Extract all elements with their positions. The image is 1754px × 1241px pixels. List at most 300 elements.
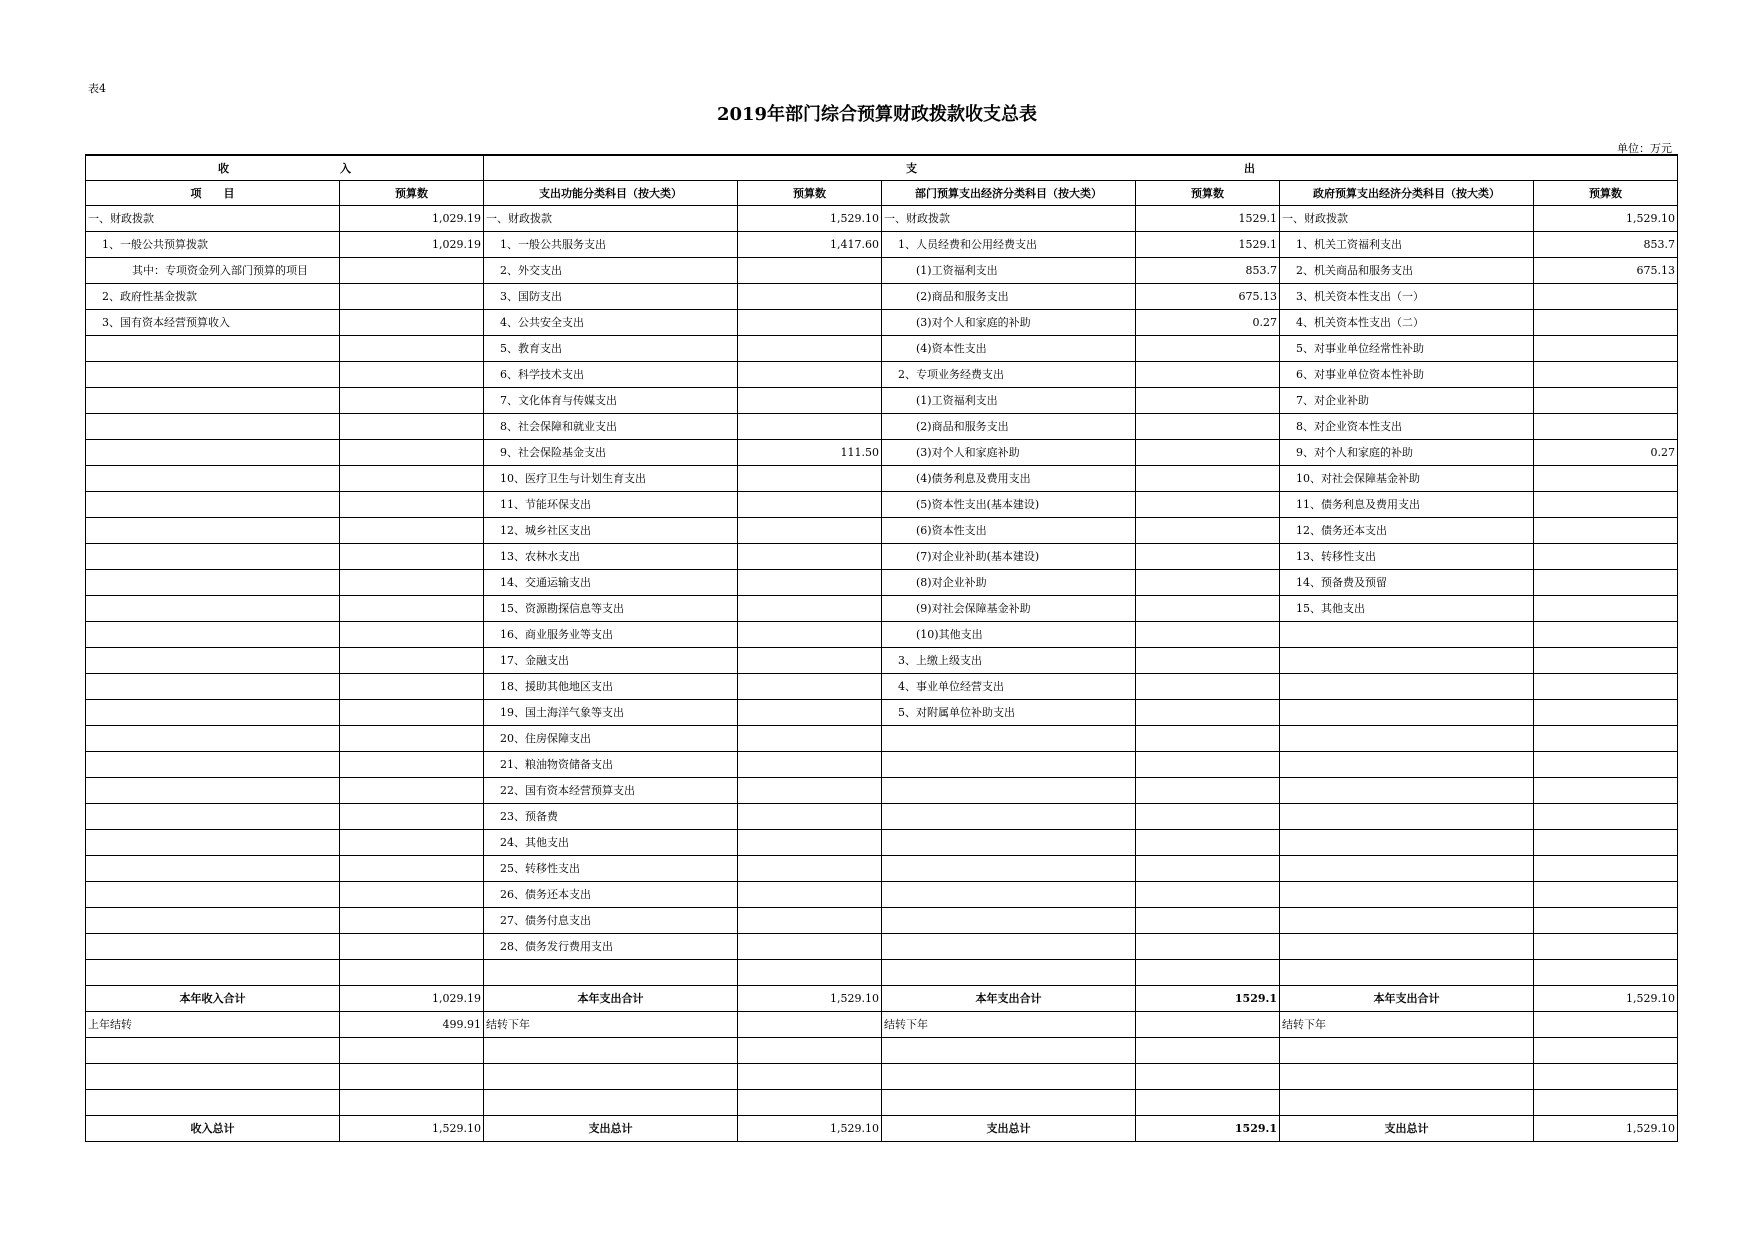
table-row (86, 1011, 1678, 1037)
gov-econ-item-cell (1280, 1089, 1534, 1115)
income-item-cell (86, 595, 340, 621)
dept-econ-item-cell: 2、专项业务经费支出 (882, 361, 1136, 387)
function-budget-cell: 111.50 (738, 439, 882, 465)
function-budget-cell (738, 699, 882, 725)
gov-econ-budget-cell (1534, 465, 1678, 491)
table-row (86, 361, 1678, 387)
income-budget-cell (340, 1063, 484, 1089)
gov-econ-budget-cell: 1,529.10 (1534, 1115, 1678, 1141)
gov-econ-item-cell (1280, 1063, 1534, 1089)
income-item-cell (86, 439, 340, 465)
function-item-cell: 7、文化体育与传媒支出 (484, 387, 738, 413)
table-row (86, 465, 1678, 491)
function-budget-cell (738, 413, 882, 439)
income-budget-cell (340, 933, 484, 959)
income-item-cell (86, 491, 340, 517)
expense-header-char-2: 出 (1244, 161, 1255, 175)
income-budget-cell (340, 751, 484, 777)
function-item-cell: 28、债务发行费用支出 (484, 933, 738, 959)
gov-econ-budget-cell (1534, 1011, 1678, 1037)
function-item-cell: 结转下年 (484, 1011, 738, 1037)
income-budget-cell (340, 725, 484, 751)
dept-econ-budget-cell (1136, 1089, 1280, 1115)
income-item-cell (86, 803, 340, 829)
dept-econ-item-cell (882, 725, 1136, 751)
dept-econ-budget-cell (1136, 751, 1280, 777)
income-item-cell (86, 569, 340, 595)
table-row (86, 387, 1678, 413)
dept-econ-budget-cell (1136, 803, 1280, 829)
dept-econ-budget-cell (1136, 699, 1280, 725)
table-row (86, 907, 1678, 933)
income-budget-cell: 1,529.10 (340, 1115, 484, 1141)
dept-econ-budget-cell (1136, 933, 1280, 959)
gov-econ-budget-cell: 675.13 (1534, 257, 1678, 283)
income-item-cell: 3、国有资本经营预算收入 (86, 309, 340, 335)
table-row (86, 335, 1678, 361)
function-item-cell: 一、财政拨款 (484, 205, 738, 231)
dept-econ-item-cell (882, 1089, 1136, 1115)
function-item-cell (484, 1063, 738, 1089)
gov-econ-item-cell: 结转下年 (1280, 1011, 1534, 1037)
function-budget-cell (738, 725, 882, 751)
group-header-row (86, 155, 1678, 180)
function-budget-cell (738, 907, 882, 933)
function-budget-cell (738, 959, 882, 985)
income-item-cell (86, 855, 340, 881)
dept-econ-budget-cell: 1529.1 (1136, 985, 1280, 1011)
function-budget-cell: 1,529.10 (738, 1115, 882, 1141)
dept-econ-item-cell: (3)对个人和家庭补助 (882, 439, 1136, 465)
income-budget-cell (340, 855, 484, 881)
table-row (86, 933, 1678, 959)
dept-econ-item-cell: 支出总计 (882, 1115, 1136, 1141)
col-header-dept-economic-category: 部门预算支出经济分类科目（按大类） (882, 180, 1136, 205)
gov-econ-item-cell: 12、债务还本支出 (1280, 517, 1534, 543)
dept-econ-budget-cell (1136, 907, 1280, 933)
dept-econ-budget-cell (1136, 413, 1280, 439)
col-header-budget: 预算数 (738, 180, 882, 205)
gov-econ-budget-cell (1534, 335, 1678, 361)
function-item-cell: 17、金融支出 (484, 647, 738, 673)
table-row (86, 829, 1678, 855)
income-item-cell: 2、政府性基金拨款 (86, 283, 340, 309)
function-budget-cell (738, 647, 882, 673)
gov-econ-item-cell: 1、机关工资福利支出 (1280, 231, 1534, 257)
function-budget-cell (738, 309, 882, 335)
income-item-cell (86, 829, 340, 855)
dept-econ-budget-cell (1136, 959, 1280, 985)
income-item-cell: 一、财政拨款 (86, 205, 340, 231)
function-budget-cell (738, 933, 882, 959)
table-body (86, 155, 1678, 1141)
income-item-cell (86, 933, 340, 959)
gov-econ-item-cell: 10、对社会保障基金补助 (1280, 465, 1534, 491)
dept-econ-item-cell: (2)商品和服务支出 (882, 283, 1136, 309)
dept-econ-budget-cell (1136, 673, 1280, 699)
income-budget-cell (340, 959, 484, 985)
dept-econ-item-cell: (1)工资福利支出 (882, 257, 1136, 283)
table-row (86, 725, 1678, 751)
income-item-cell: 上年结转 (86, 1011, 340, 1037)
gov-econ-budget-cell (1534, 517, 1678, 543)
function-item-cell: 25、转移性支出 (484, 855, 738, 881)
dept-econ-item-cell (882, 1037, 1136, 1063)
dept-econ-budget-cell: 1529.1 (1136, 1115, 1280, 1141)
income-budget-cell (340, 777, 484, 803)
function-item-cell: 支出总计 (484, 1115, 738, 1141)
income-budget-cell (340, 907, 484, 933)
gov-econ-budget-cell (1534, 283, 1678, 309)
gov-econ-item-cell: 支出总计 (1280, 1115, 1534, 1141)
dept-econ-budget-cell (1136, 595, 1280, 621)
income-item-cell (86, 361, 340, 387)
gov-econ-item-cell (1280, 699, 1534, 725)
dept-econ-budget-cell: 1529.1 (1136, 205, 1280, 231)
gov-econ-item-cell: 一、财政拨款 (1280, 205, 1534, 231)
income-item-cell (86, 387, 340, 413)
gov-econ-item-cell (1280, 621, 1534, 647)
gov-econ-item-cell (1280, 959, 1534, 985)
table-row (86, 205, 1678, 231)
function-budget-cell (738, 829, 882, 855)
dept-econ-item-cell: (2)商品和服务支出 (882, 413, 1136, 439)
dept-econ-budget-cell (1136, 725, 1280, 751)
column-header-row (86, 180, 1678, 205)
table-row (86, 1089, 1678, 1115)
function-item-cell: 26、债务还本支出 (484, 881, 738, 907)
gov-econ-budget-cell (1534, 1037, 1678, 1063)
table-row (86, 517, 1678, 543)
gov-econ-budget-cell (1534, 543, 1678, 569)
gov-econ-budget-cell (1534, 309, 1678, 335)
income-budget-cell: 1,029.19 (340, 231, 484, 257)
income-item-cell (86, 465, 340, 491)
dept-econ-budget-cell: 675.13 (1136, 283, 1280, 309)
table-row (86, 543, 1678, 569)
dept-econ-item-cell: (4)债务利息及费用支出 (882, 465, 1136, 491)
gov-econ-item-cell (1280, 1037, 1534, 1063)
income-budget-cell (340, 1037, 484, 1063)
table-row (86, 985, 1678, 1011)
income-budget-cell (340, 283, 484, 309)
income-item-cell (86, 1037, 340, 1063)
dept-econ-budget-cell (1136, 647, 1280, 673)
gov-econ-budget-cell (1534, 595, 1678, 621)
function-item-cell: 4、公共安全支出 (484, 309, 738, 335)
income-group-header (86, 155, 484, 180)
income-budget-cell (340, 829, 484, 855)
income-budget-cell (340, 569, 484, 595)
dept-econ-item-cell: (5)资本性支出(基本建设) (882, 491, 1136, 517)
dept-econ-budget-cell (1136, 439, 1280, 465)
gov-econ-item-cell: 5、对事业单位经常性补助 (1280, 335, 1534, 361)
income-budget-cell (340, 439, 484, 465)
income-budget-cell (340, 387, 484, 413)
col-header-budget: 预算数 (340, 180, 484, 205)
function-budget-cell (738, 881, 882, 907)
function-item-cell: 22、国有资本经营预算支出 (484, 777, 738, 803)
gov-econ-item-cell (1280, 803, 1534, 829)
income-budget-cell (340, 257, 484, 283)
dept-econ-item-cell: (6)资本性支出 (882, 517, 1136, 543)
gov-econ-item-cell: 8、对企业资本性支出 (1280, 413, 1534, 439)
dept-econ-item-cell (882, 959, 1136, 985)
dept-econ-budget-cell (1136, 881, 1280, 907)
income-item-cell (86, 673, 340, 699)
table-row (86, 1037, 1678, 1063)
function-item-cell: 5、教育支出 (484, 335, 738, 361)
dept-econ-budget-cell (1136, 1063, 1280, 1089)
gov-econ-item-cell (1280, 647, 1534, 673)
function-item-cell: 16、商业服务业等支出 (484, 621, 738, 647)
income-item-cell (86, 413, 340, 439)
gov-econ-item-cell (1280, 725, 1534, 751)
income-budget-cell (340, 543, 484, 569)
table-row (86, 257, 1678, 283)
table-row (86, 855, 1678, 881)
dept-econ-budget-cell (1136, 1011, 1280, 1037)
function-budget-cell (738, 1063, 882, 1089)
function-budget-cell (738, 491, 882, 517)
dept-econ-item-cell: 本年支出合计 (882, 985, 1136, 1011)
function-item-cell: 21、粮油物资储备支出 (484, 751, 738, 777)
gov-econ-budget-cell (1534, 699, 1678, 725)
dept-econ-budget-cell (1136, 335, 1280, 361)
function-budget-cell (738, 621, 882, 647)
table-row (86, 1063, 1678, 1089)
dept-econ-item-cell (882, 829, 1136, 855)
gov-econ-item-cell (1280, 855, 1534, 881)
income-item-cell: 1、一般公共预算拨款 (86, 231, 340, 257)
dept-econ-item-cell: (4)资本性支出 (882, 335, 1136, 361)
function-budget-cell: 1,529.10 (738, 985, 882, 1011)
function-budget-cell (738, 673, 882, 699)
gov-econ-budget-cell (1534, 387, 1678, 413)
function-item-cell: 8、社会保障和就业支出 (484, 413, 738, 439)
gov-econ-item-cell: 14、预备费及预留 (1280, 569, 1534, 595)
function-item-cell: 19、国土海洋气象等支出 (484, 699, 738, 725)
table-row (86, 647, 1678, 673)
dept-econ-item-cell (882, 1063, 1136, 1089)
dept-econ-item-cell: 一、财政拨款 (882, 205, 1136, 231)
dept-econ-item-cell: 3、上缴上级支出 (882, 647, 1136, 673)
dept-econ-item-cell: 结转下年 (882, 1011, 1136, 1037)
function-budget-cell (738, 1037, 882, 1063)
gov-econ-item-cell (1280, 751, 1534, 777)
income-item-cell (86, 959, 340, 985)
function-item-cell: 6、科学技术支出 (484, 361, 738, 387)
table-row (86, 1115, 1678, 1141)
gov-econ-item-cell: 15、其他支出 (1280, 595, 1534, 621)
function-item-cell (484, 1089, 738, 1115)
dept-econ-budget-cell (1136, 491, 1280, 517)
function-budget-cell (738, 543, 882, 569)
function-budget-cell (738, 1089, 882, 1115)
income-budget-cell (340, 621, 484, 647)
gov-econ-item-cell: 6、对事业单位资本性补助 (1280, 361, 1534, 387)
gov-econ-budget-cell (1534, 647, 1678, 673)
gov-econ-item-cell: 13、转移性支出 (1280, 543, 1534, 569)
gov-econ-item-cell (1280, 673, 1534, 699)
gov-econ-budget-cell (1534, 1063, 1678, 1089)
function-item-cell: 1、一般公共服务支出 (484, 231, 738, 257)
income-item-cell: 本年收入合计 (86, 985, 340, 1011)
table-row (86, 881, 1678, 907)
table-row (86, 959, 1678, 985)
dept-econ-item-cell: 4、事业单位经营支出 (882, 673, 1136, 699)
dept-econ-budget-cell (1136, 855, 1280, 881)
income-header-char-2: 入 (340, 161, 351, 175)
dept-econ-budget-cell: 0.27 (1136, 309, 1280, 335)
table-row (86, 699, 1678, 725)
gov-econ-item-cell (1280, 829, 1534, 855)
dept-econ-budget-cell (1136, 621, 1280, 647)
table-row (86, 283, 1678, 309)
gov-econ-budget-cell (1534, 569, 1678, 595)
dept-econ-budget-cell (1136, 543, 1280, 569)
dept-econ-item-cell: (9)对社会保障基金补助 (882, 595, 1136, 621)
function-item-cell: 15、资源勘探信息等支出 (484, 595, 738, 621)
income-budget-cell (340, 673, 484, 699)
dept-econ-item-cell (882, 933, 1136, 959)
function-item-cell: 2、外交支出 (484, 257, 738, 283)
function-item-cell: 20、住房保障支出 (484, 725, 738, 751)
function-budget-cell (738, 361, 882, 387)
table-row (86, 231, 1678, 257)
income-item-cell (86, 517, 340, 543)
col-header-budget: 预算数 (1136, 180, 1280, 205)
function-item-cell: 24、其他支出 (484, 829, 738, 855)
income-item-cell (86, 647, 340, 673)
income-item-cell (86, 621, 340, 647)
table-row (86, 439, 1678, 465)
dept-econ-budget-cell (1136, 829, 1280, 855)
dept-econ-item-cell: (8)对企业补助 (882, 569, 1136, 595)
dept-econ-item-cell: (1)工资福利支出 (882, 387, 1136, 413)
income-item-cell (86, 907, 340, 933)
dept-econ-item-cell: (7)对企业补助(基本建设) (882, 543, 1136, 569)
function-item-cell: 13、农林水支出 (484, 543, 738, 569)
col-header-gov-economic-category: 政府预算支出经济分类科目（按大类） (1280, 180, 1534, 205)
gov-econ-budget-cell (1534, 361, 1678, 387)
dept-econ-item-cell: 5、对附属单位补助支出 (882, 699, 1136, 725)
function-item-cell: 9、社会保险基金支出 (484, 439, 738, 465)
income-budget-cell (340, 465, 484, 491)
income-item-cell (86, 1089, 340, 1115)
function-budget-cell (738, 569, 882, 595)
dept-econ-item-cell (882, 803, 1136, 829)
gov-econ-budget-cell (1534, 959, 1678, 985)
income-budget-cell (340, 335, 484, 361)
income-budget-cell (340, 1089, 484, 1115)
gov-econ-budget-cell (1534, 673, 1678, 699)
function-budget-cell (738, 1011, 882, 1037)
function-budget-cell (738, 517, 882, 543)
table-row (86, 595, 1678, 621)
income-item-cell: 其中：专项资金列入部门预算的项目 (86, 257, 340, 283)
function-item-cell: 27、债务付息支出 (484, 907, 738, 933)
gov-econ-budget-cell: 1,529.10 (1534, 205, 1678, 231)
function-budget-cell (738, 257, 882, 283)
function-item-cell: 23、预备费 (484, 803, 738, 829)
gov-econ-budget-cell (1534, 855, 1678, 881)
col-header-item: 项 目 (86, 180, 340, 205)
function-item-cell (484, 1037, 738, 1063)
income-budget-cell (340, 309, 484, 335)
table-row (86, 309, 1678, 335)
function-item-cell: 12、城乡社区支出 (484, 517, 738, 543)
dept-econ-item-cell: (3)对个人和家庭的补助 (882, 309, 1136, 335)
gov-econ-budget-cell (1534, 881, 1678, 907)
function-budget-cell (738, 387, 882, 413)
function-budget-cell: 1,417.60 (738, 231, 882, 257)
gov-econ-item-cell: 11、债务利息及费用支出 (1280, 491, 1534, 517)
gov-econ-budget-cell (1534, 725, 1678, 751)
function-item-cell (484, 959, 738, 985)
dept-econ-budget-cell (1136, 465, 1280, 491)
dept-econ-budget-cell (1136, 777, 1280, 803)
income-budget-cell (340, 647, 484, 673)
gov-econ-item-cell (1280, 907, 1534, 933)
income-budget-cell (340, 491, 484, 517)
gov-econ-item-cell: 4、机关资本性支出（二） (1280, 309, 1534, 335)
income-item-cell (86, 1063, 340, 1089)
income-budget-cell (340, 595, 484, 621)
dept-econ-item-cell (882, 855, 1136, 881)
gov-econ-budget-cell (1534, 491, 1678, 517)
income-budget-cell (340, 881, 484, 907)
income-budget-cell (340, 699, 484, 725)
income-item-cell: 收入总计 (86, 1115, 340, 1141)
table-number: 表4 (88, 82, 106, 95)
gov-econ-item-cell: 2、机关商品和服务支出 (1280, 257, 1534, 283)
gov-econ-budget-cell (1534, 413, 1678, 439)
dept-econ-budget-cell (1136, 1037, 1280, 1063)
col-header-functional-category: 支出功能分类科目（按大类） (484, 180, 738, 205)
function-budget-cell (738, 803, 882, 829)
function-budget-cell (738, 283, 882, 309)
function-budget-cell (738, 335, 882, 361)
gov-econ-item-cell: 9、对个人和家庭的补助 (1280, 439, 1534, 465)
gov-econ-budget-cell: 1,529.10 (1534, 985, 1678, 1011)
dept-econ-item-cell (882, 881, 1136, 907)
gov-econ-item-cell: 3、机关资本性支出（一） (1280, 283, 1534, 309)
income-budget-cell: 499.91 (340, 1011, 484, 1037)
table-row (86, 621, 1678, 647)
gov-econ-budget-cell (1534, 777, 1678, 803)
income-budget-cell (340, 361, 484, 387)
gov-econ-budget-cell (1534, 829, 1678, 855)
table-row (86, 569, 1678, 595)
dept-econ-item-cell (882, 907, 1136, 933)
table-row (86, 751, 1678, 777)
page-title: 2019年部门综合预算财政拨款收支总表 (716, 104, 1038, 125)
dept-econ-budget-cell: 1529.1 (1136, 231, 1280, 257)
expense-header-char-1: 支 (906, 161, 917, 175)
income-item-cell (86, 543, 340, 569)
col-header-budget: 预算数 (1534, 180, 1678, 205)
gov-econ-budget-cell (1534, 933, 1678, 959)
income-budget-cell (340, 413, 484, 439)
dept-econ-budget-cell (1136, 387, 1280, 413)
income-budget-cell (340, 803, 484, 829)
income-item-cell (86, 335, 340, 361)
dept-econ-budget-cell: 853.7 (1136, 257, 1280, 283)
table-row (86, 491, 1678, 517)
income-item-cell (86, 699, 340, 725)
gov-econ-item-cell (1280, 933, 1534, 959)
